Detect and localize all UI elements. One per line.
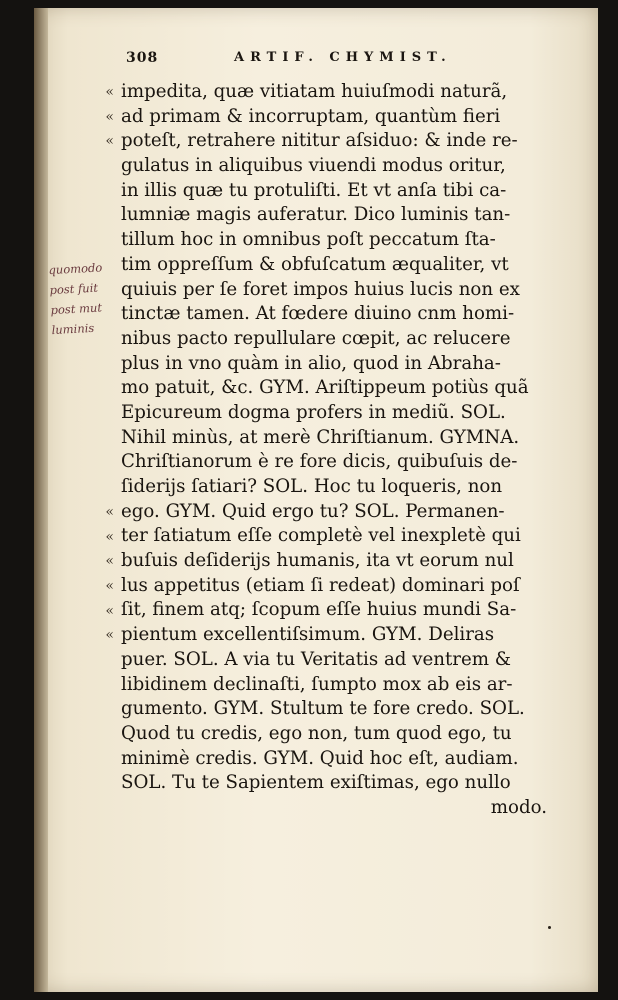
- text-line: nibus pacto repullulare cœpit, ac relucere: [121, 327, 511, 349]
- text-line: buſuis deſiderijs humanis, ita vt eorum nul: [121, 550, 514, 572]
- text-line: Epicureum dogma profers in mediũ. SOL.: [121, 401, 506, 423]
- page-gutter: [34, 8, 48, 992]
- text-line: tinctæ tamen. At fœdere diuino cnm homi-: [121, 303, 515, 325]
- text-line: gumento. GYM. Stultum te fore credo. SOL.: [121, 698, 525, 720]
- text-line: ter ſatiatum eſſe completè vel inexpletè qui: [121, 525, 521, 547]
- text-line: in illis quæ tu protuliſti. Et vt anſa tibi ca-: [121, 179, 507, 201]
- ink-speck: [548, 926, 551, 929]
- text-line: Nihil minùs, at merè Chriſtianum. GYMNA.: [121, 426, 520, 448]
- quotation-mark: «: [105, 108, 114, 125]
- marginal-note: quomodo: [48, 260, 103, 278]
- text-line: Quod tu credis, ego non, tum quod ego, tu: [121, 722, 512, 744]
- text-line: impedita, quæ vitiatam huiuſmodi naturã,: [121, 81, 508, 102]
- text-line: quiuis per ſe foret impos huius lucis non ex: [121, 278, 520, 300]
- text-line: ego. GYM. Quid ergo tu? SOL. Permanen-: [121, 500, 505, 522]
- main-text-block: [121, 80, 553, 821]
- quotation-mark: «: [105, 133, 114, 150]
- text-line: gulatus in aliquibus viuendi modus oritur,: [121, 155, 506, 177]
- text-line: pientum excellentiſsimum. GYM. Deliras: [121, 624, 495, 646]
- quotation-mark: «: [105, 84, 114, 100]
- text-line: SOL. Tu te Sapientem exiſtimas, ego nullo: [121, 772, 511, 794]
- text-line: mo patuit, &c. GYM. Ariſtippeum potiùs quã: [121, 377, 529, 399]
- marginal-note: post fuit: [49, 280, 99, 298]
- text-line: ſit, finem atq; ſcopum eſſe huius mundi Sa-: [121, 599, 517, 621]
- text-line: ad primam & incorruptam, quantùm fieri: [121, 105, 501, 127]
- quotation-mark: «: [105, 503, 114, 520]
- quotation-mark: «: [105, 528, 114, 545]
- text-line: plus in vno quàm in alio, quod in Abraha-: [121, 352, 501, 374]
- text-line: Chriſtianorum è re fore dicis, quibuſuis de-: [121, 451, 518, 473]
- quotation-mark: «: [105, 602, 114, 619]
- marginal-note: post mut: [50, 300, 103, 318]
- quotation-mark: «: [105, 553, 114, 570]
- text-line: puer. SOL. A via tu Veritatis ad ventrem &: [121, 648, 511, 670]
- quotation-mark: «: [105, 627, 114, 644]
- text-line: poteſt, retrahere nititur aſsiduo: & inde re-: [121, 130, 518, 152]
- text-line: libidinem declinaſti, ſumpto mox ab eis ar-: [121, 673, 513, 695]
- running-title: ARTIF. CHYMIST.: [234, 50, 452, 65]
- text-line: minimè credis. GYM. Quid hoc eſt, audiam.: [121, 747, 519, 769]
- text-line: tillum hoc in omnibus poſt peccatum ſta-: [121, 229, 496, 251]
- marginal-note: luminis: [51, 320, 95, 338]
- text-line: ſiderijs ſatiari? SOL. Hoc tu loqueris, non: [121, 476, 503, 497]
- quotation-mark: «: [105, 578, 114, 594]
- text-line-final: modo.: [490, 796, 547, 818]
- text-line: lus appetitus (etiam ſi redeat) dominari poſ: [121, 574, 520, 596]
- page-number: 308: [126, 50, 159, 66]
- text-line: lumniæ magis auferatur. Dico luminis tan-: [121, 204, 511, 226]
- text-line: tim oppreſſum & obfuſcatum æqualiter, vt: [121, 253, 509, 275]
